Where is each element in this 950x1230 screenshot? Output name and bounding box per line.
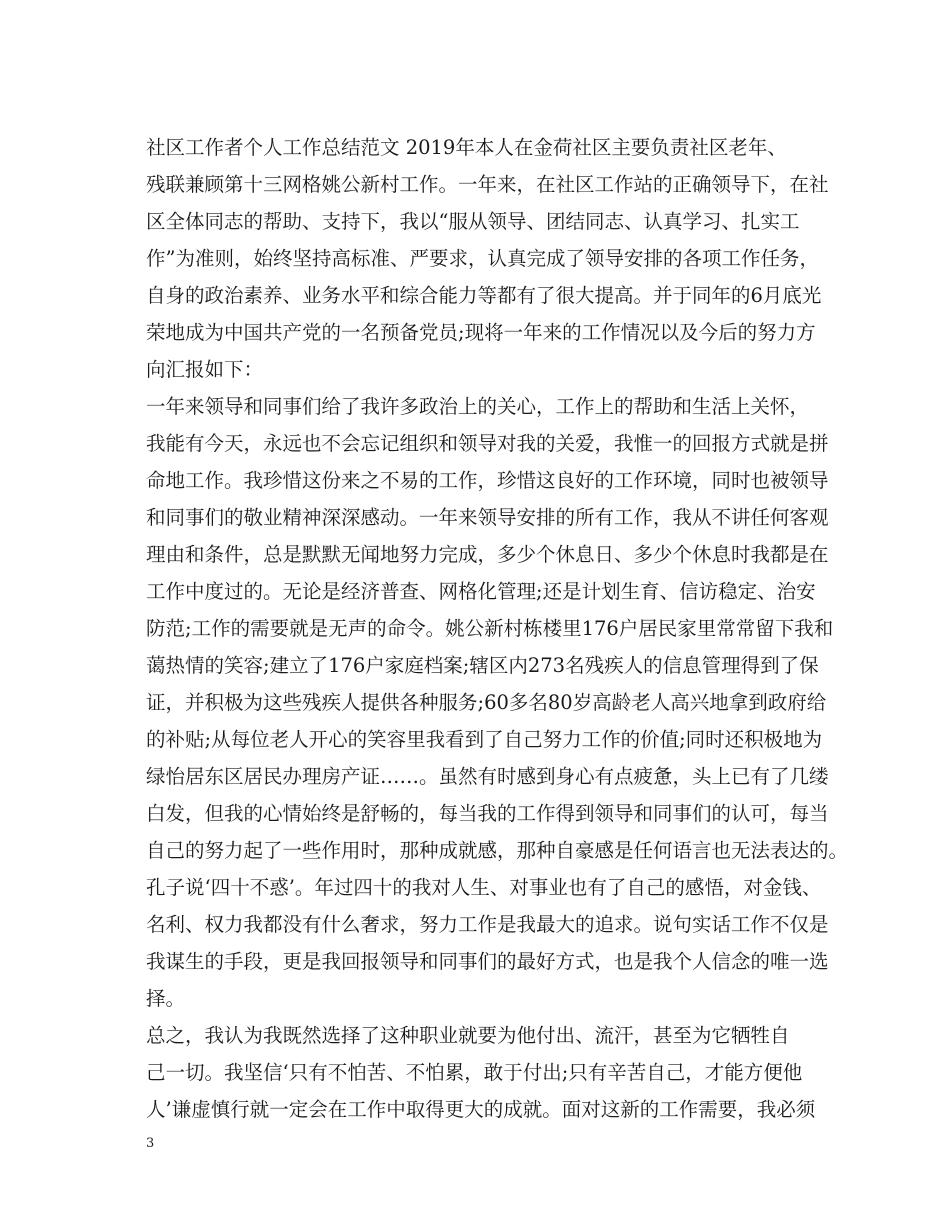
- text-line: 和同事们的敬业精神深深感动。一年来领导安排的所有工作，我从不讲任何客观: [146, 506, 829, 529]
- text-line: 防范;工作的需要就是无声的命令。姚公新村栋楼里176户居民家里常常留下我和: [146, 617, 834, 640]
- text-line: 的补贴;从每位老人开心的笑容里我看到了自己努力工作的价值;同时还积极地为: [146, 728, 823, 751]
- text-line: 白发，但我的心情始终是舒畅的，每当我的工作得到领导和同事们的认可，每当: [146, 802, 829, 825]
- text-line: 名利、权力我都没有什么奢求，努力工作是我最大的追求。说句实话工作不仅是: [146, 913, 829, 936]
- text-line: 理由和条件，总是默默无闻地努力完成，多少个休息日、多少个休息时我都是在: [146, 543, 829, 566]
- text-line: 总之，我认为我既然选择了这种职业就要为他付出、流汗，甚至为它牺牲自: [146, 1024, 790, 1047]
- text-line: 自己的努力起了一些作用时，那种成就感，那种自豪感是任何语言也无法表达的。: [146, 839, 849, 862]
- text-line: 蔼热情的笑容;建立了176户家庭档案;辖区内273名残疾人的信息管理得到了保: [146, 654, 819, 677]
- text-line: 荣地成为中国共产党的一名预备党员;现将一年来的工作情况以及今后的努力方: [146, 321, 816, 344]
- text-line: 自身的政治素养、业务水平和综合能力等都有了很大提高。并于同年的6月底光: [146, 284, 822, 307]
- text-line: 我能有今天，永远也不会忘记组织和领导对我的关爱，我惟一的回报方式就是拼: [146, 432, 829, 455]
- page-number: 3: [146, 1136, 155, 1151]
- text-line: 己一切。我坚信‘只有不怕苦、不怕累，敢于付出;只有辛苦自己，才能方便他: [146, 1061, 803, 1084]
- text-line: 命地工作。我珍惜这份来之不易的工作，珍惜这良好的工作环境，同时也被领导: [146, 469, 829, 492]
- text-line: 工作中度过的。无论是经济普查、网格化管理;还是计划生育、信访稳定、治安: [146, 580, 816, 603]
- text-line: 绿怡居东区居民办理房产证……。虽然有时感到身心有点疲惫，头上已有了几缕: [146, 765, 829, 788]
- text-line: 择。: [146, 987, 186, 1010]
- text-line: 残联兼顾第十三网格姚公新村工作。一年来，在社区工作站的正确领导下，在社: [146, 173, 829, 196]
- body-text: [146, 129, 849, 1128]
- text-line: 作”为准则，始终坚持高标准、严要求，认真完成了领导安排的各项工作任务，: [146, 247, 819, 270]
- text-line: 证，并积极为这些残疾人提供各种服务;60多名80岁高龄老人高兴地拿到政府给: [146, 691, 827, 714]
- text-line: 我谋生的手段，更是我回报领导和同事们的最好方式，也是我个人信念的唯一选: [146, 950, 829, 973]
- text-line: 区全体同志的帮助、支持下，我以“服从领导、团结同志、认真学习、扎实工: [146, 210, 800, 233]
- text-line: 向汇报如下：: [146, 358, 264, 381]
- text-line: 孔子说‘四十不惑’。年过四十的我对人生、对事业也有了自己的感悟，对金钱、: [146, 876, 822, 899]
- text-line: 一年来领导和同事们给了我许多政治上的关心，工作上的帮助和生活上关怀，: [146, 395, 810, 418]
- text-line: 人’谦虚慎行就一定会在工作中取得更大的成就。面对这新的工作需要，我必须: [146, 1098, 816, 1121]
- text-line: 社区工作者个人工作总结范文 2019年本人在金荷社区主要负责社区老年、: [146, 136, 787, 159]
